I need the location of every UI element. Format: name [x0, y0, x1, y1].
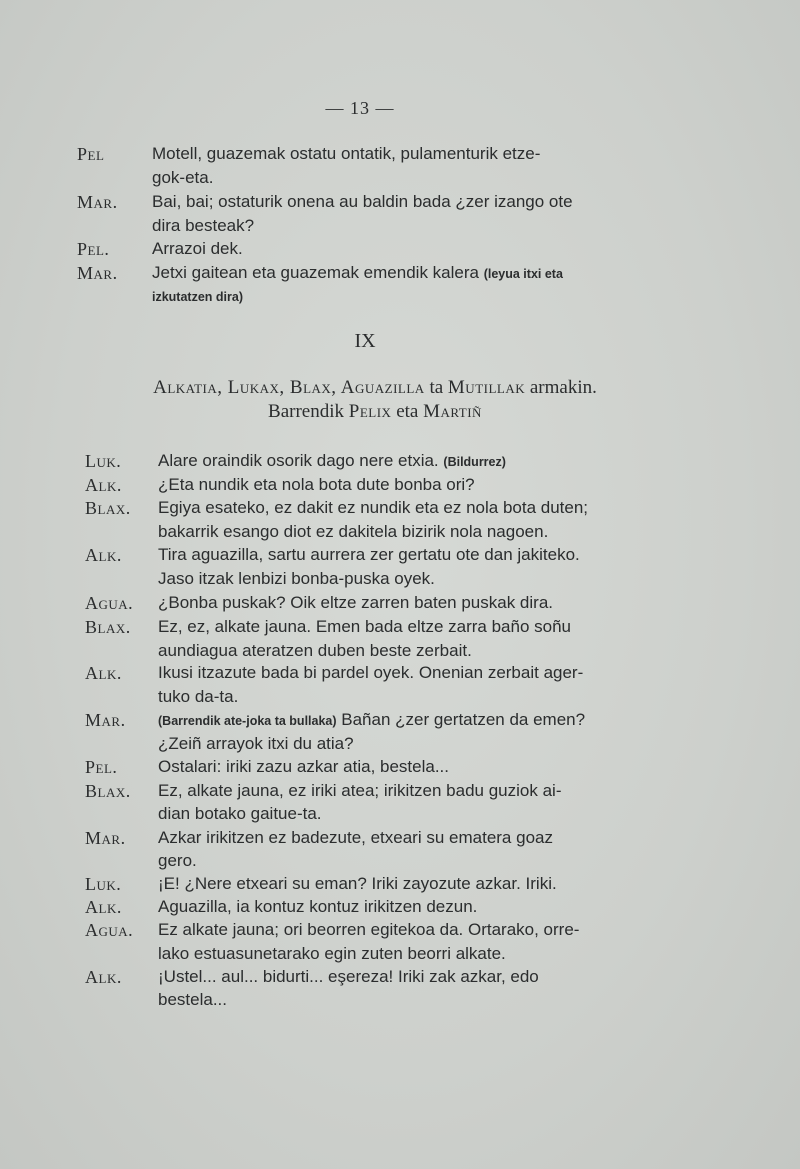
stage-direction: izkutatzen dira) [152, 290, 243, 304]
dialogue-line: ¡E! ¿Nere etxeari su eman? Iriki zayozute azkar. Iriki. [158, 874, 557, 893]
cast-conj: ta [429, 377, 444, 398]
page-number: — 13 — [325, 98, 395, 118]
dialogue-line: bestela... [158, 990, 227, 1009]
speaker-label: Mar. [85, 828, 126, 848]
dialogue-line [158, 451, 506, 471]
speaker-label: Blax. [85, 498, 131, 518]
cast-line-2 [10, 401, 740, 423]
dialogue-line: Aguazilla, ia kontuz kontuz irikitzen dezun. [158, 897, 478, 916]
speaker-label: Pel [77, 144, 105, 164]
cast-line [10, 377, 740, 399]
speaker-label: Blax. [85, 617, 131, 637]
dialogue-line: Tira aguazilla, sartu aurrera zer gertatu ote dan jakiteko. [158, 545, 580, 564]
dialogue-line: dira besteak? [152, 216, 255, 235]
speaker-label: Alk. [85, 475, 122, 495]
dialogue-line: Ez, ez, alkate jauna. Emen bada eltze zarra baño soñu [158, 617, 571, 636]
dialogue-line [152, 263, 563, 283]
section-number: IX [354, 330, 376, 352]
speaker-label: Alk. [85, 897, 122, 917]
speaker-label: Pel. [85, 757, 118, 777]
dialogue-line: Ez alkate jauna; ori beorren egitekoa da. Ortarako, orre- [158, 920, 580, 939]
dialogue-line: Jaso itzak lenbizi bonba-puska oyek. [158, 569, 435, 588]
dialogue-line: bakarrik esango diot ez dakitela bizirik nola nagoen. [158, 522, 549, 541]
cast-name: Mutillak [447, 377, 526, 398]
cast-conj: eta [396, 401, 419, 422]
dialogue-line: aundiagua ateratzen duben beste zerbait. [158, 641, 472, 660]
speaker-label: Agua. [85, 920, 134, 940]
speaker-label: Agua. [85, 593, 134, 613]
stage-direction: (leyua itxi eta [483, 267, 563, 281]
dialogue-line: gok-eta. [152, 168, 214, 187]
dialogue-line: gero. [158, 851, 197, 870]
dialogue-text: Jetxi gaitean eta guazemak emendik kalera [152, 263, 479, 282]
dialogue-line: ¡Ustel... aul... bidurti... eşereza! Iriki zak azkar, edo [158, 967, 539, 986]
speaker-label: Alk. [85, 545, 122, 565]
dialogue-line: Egiya esateko, ez dakit ez nundik eta ez nola bota duten; [158, 498, 589, 517]
speaker-label: Alk. [85, 663, 122, 683]
dialogue-line: Bai, bai; ostaturik onena au baldin bada ¿zer izango ote [152, 192, 573, 211]
dialogue-line: dian botako gaitue-ta. [158, 804, 322, 823]
cast-prefix: Barrendik [268, 401, 345, 422]
dialogue-line: Azkar irikitzen ez badezute, etxeari su ematera goaz [158, 828, 553, 847]
speaker-label: Alk. [85, 967, 122, 987]
speaker-label: Mar. [77, 263, 118, 283]
dialogue-line: tuko da-ta. [158, 687, 239, 706]
speaker-label: Pel. [77, 239, 110, 259]
dialogue-line: Arrazoi dek. [152, 239, 243, 258]
dialogue-line: ¿Bonba puskak? Oik eltze zarren baten puskak dira. [158, 593, 553, 612]
speaker-label: Mar. [85, 710, 126, 730]
dialogue-line: Motell, guazemak ostatu ontatik, pulamenturik etze- [152, 144, 541, 163]
dialogue-line: Ostalari: iriki zazu azkar atia, bestela... [158, 757, 450, 776]
dialogue-line: Ikusi itzazute bada bi pardel oyek. Onenian zerbait ager- [158, 663, 584, 682]
dialogue-text: Bañan ¿zer gertatzen da emen? [341, 710, 586, 729]
dialogue-line: ¿Eta nundik eta nola bota dute bonba ori? [158, 475, 475, 494]
cast-names: Alkatia, Lukax, Blax, Aguazilla [153, 377, 425, 398]
cast-name: Martiñ [423, 401, 482, 422]
stage-direction: (Barrendik ate-joka ta bullaka) [158, 714, 337, 728]
cast-suffix: armakin. [529, 377, 597, 398]
dialogue-line: lako estuasunetarako egin zuten beorri alkate. [158, 944, 506, 963]
speaker-label: Blax. [85, 781, 131, 801]
speaker-label: Mar. [77, 192, 118, 212]
dialogue-line [158, 710, 585, 730]
stage-direction: (Bildurrez) [443, 455, 506, 469]
dialogue-line: ¿Zeiñ arrayok itxi du atia? [158, 734, 354, 753]
cast-name: Pelix [348, 401, 392, 422]
dialogue-line: Ez, alkate jauna, ez iriki atea; irikitzen badu guziok ai- [158, 781, 562, 800]
speaker-label: Luk. [85, 874, 122, 894]
speaker-label: Luk. [85, 451, 122, 471]
dialogue-text: Alare oraindik osorik dago nere etxia. [158, 451, 439, 470]
